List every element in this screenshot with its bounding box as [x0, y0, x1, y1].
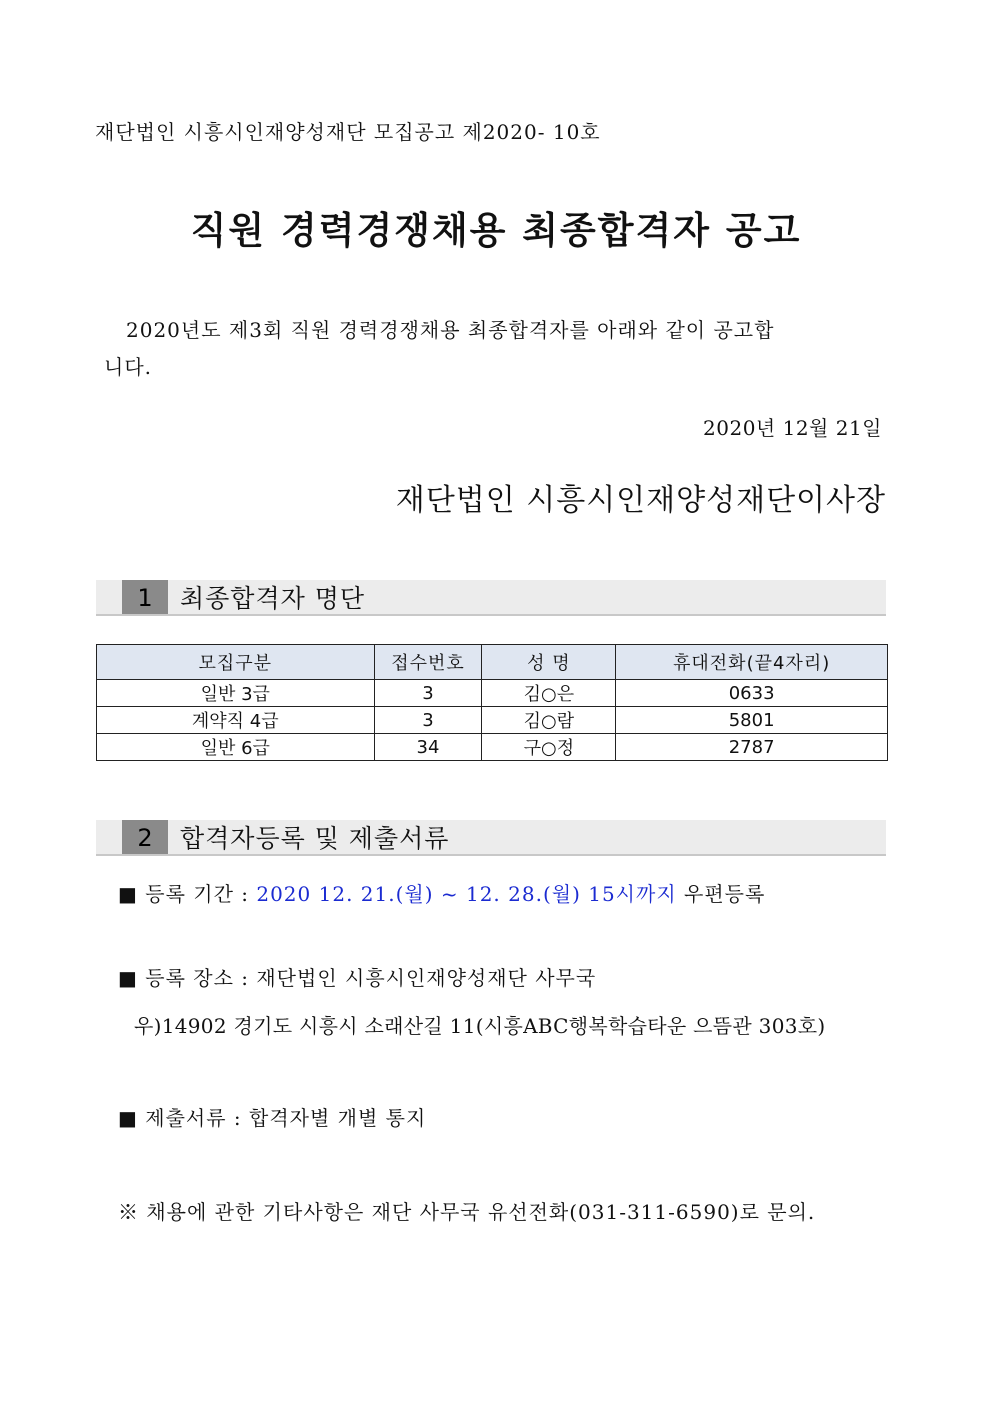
intro-line-2: 니다. [104, 355, 152, 379]
header-name: 성 명 [482, 645, 616, 680]
section-2-divider [96, 854, 886, 856]
table-row [97, 734, 888, 761]
intro-line-1: 2020년도 제3회 직원 경력경쟁채용 최종합격자를 아래와 같이 공고합 [126, 318, 775, 342]
section-2-number: 2 [122, 820, 168, 856]
header-phone: 휴대전화(끝4자리) [616, 645, 888, 680]
office-address: 우)14902 경기도 시흥시 소래산길 11(시흥ABC행복학습타운 으뜸관 303호) [134, 1014, 826, 1038]
table-row [97, 680, 888, 707]
square-bullet-icon: ■ [118, 882, 138, 906]
registration-period [118, 878, 765, 907]
required-documents [118, 1102, 426, 1131]
cell-receipt-number: 3 [374, 680, 482, 707]
inquiry-note [118, 1196, 815, 1225]
cell-name: 김○은 [482, 680, 616, 707]
reference-mark-icon: ※ [118, 1200, 139, 1224]
final-passers-table [96, 644, 888, 761]
cell-phone: 0633 [616, 680, 888, 707]
cell-category: 일반 6급 [97, 734, 375, 761]
section-1-title: 최종합격자 명단 [180, 584, 365, 613]
place-text: 등록 장소 : 재단법인 시흥시인재양성재단 사무국 [145, 966, 597, 990]
notice-date: 2020년 12월 21일 [703, 416, 882, 440]
cell-phone: 2787 [616, 734, 888, 761]
period-label: 등록 기간 : [145, 882, 257, 906]
documents-text: 제출서류 : 합격자별 개별 통지 [145, 1106, 427, 1130]
cell-receipt-number: 34 [374, 734, 482, 761]
table-row [97, 707, 888, 734]
table-header-row [97, 645, 888, 680]
intro-paragraph [104, 312, 894, 386]
period-suffix: 우편등록 [676, 882, 766, 906]
section-1-number: 1 [122, 580, 168, 616]
square-bullet-icon: ■ [118, 966, 138, 990]
notice-number: 재단법인 시흥시인재양성재단 모집공고 제2020- 10호 [95, 120, 601, 144]
period-dates: 2020 12. 21.(월) ~ 12. 28.(월) 15시까지 [256, 882, 677, 906]
cell-name: 김○람 [482, 707, 616, 734]
page-title: 직원 경력경쟁채용 최종합격자 공고 [190, 209, 802, 252]
cell-category: 일반 3급 [97, 680, 375, 707]
cell-category: 계약직 4급 [97, 707, 375, 734]
header-receipt-number: 접수번호 [374, 645, 482, 680]
note-text: 채용에 관한 기타사항은 재단 사무국 유선전화(031-311-6590)로 문의. [146, 1200, 816, 1224]
issuer: 재단법인 시흥시인재양성재단이사장 [395, 483, 886, 518]
section-1-divider [96, 614, 886, 616]
registration-place [118, 962, 596, 991]
cell-receipt-number: 3 [374, 707, 482, 734]
header-category: 모집구분 [97, 645, 375, 680]
section-2-title: 합격자등록 및 제출서류 [180, 824, 450, 853]
section-2-header [96, 820, 886, 856]
cell-name: 구○정 [482, 734, 616, 761]
square-bullet-icon: ■ [118, 1106, 138, 1130]
section-1-header [96, 580, 886, 616]
cell-phone: 5801 [616, 707, 888, 734]
